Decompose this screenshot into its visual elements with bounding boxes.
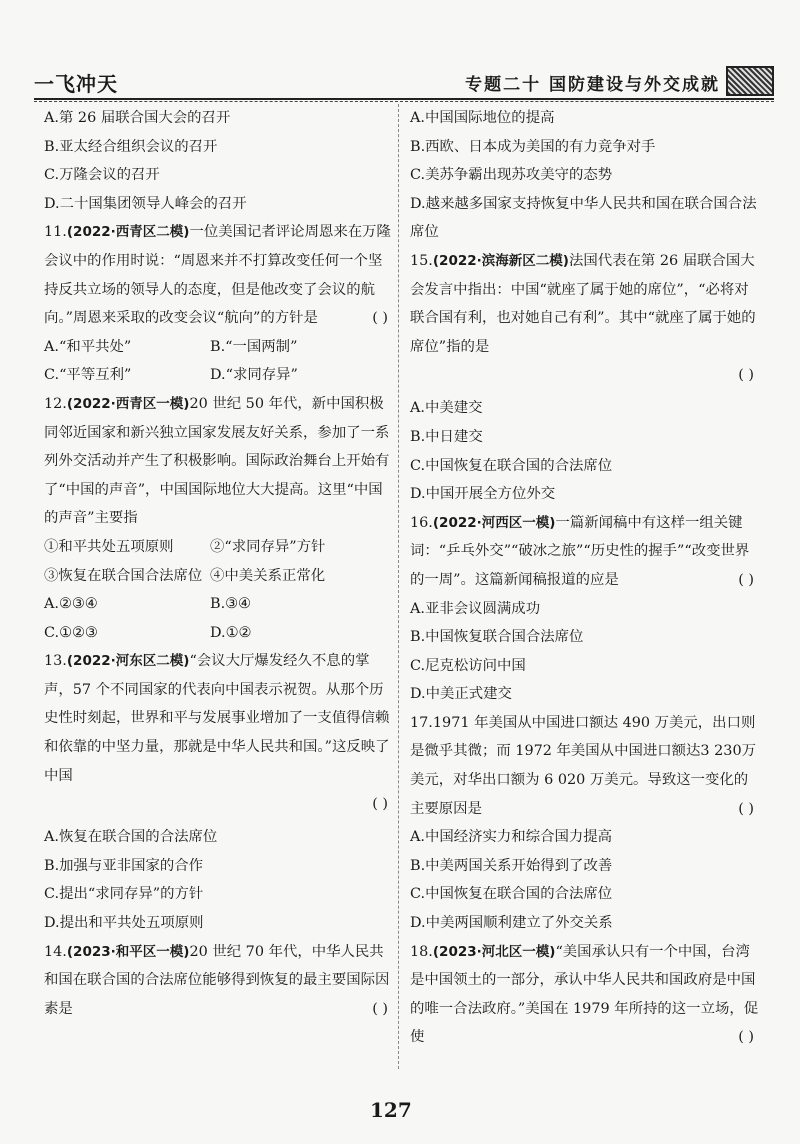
q13-bracket-line xyxy=(44,790,396,823)
q12-statements-row-2 xyxy=(44,562,396,591)
q10-option-c: C.万隆会议的召开 xyxy=(44,167,160,184)
q16-source: (2022·河西区一模) xyxy=(432,514,556,531)
q10-option-a: A.第 26 届联合国大会的召开 xyxy=(44,110,231,126)
q17-option-c: C.中国恢复在联合国的合法席位 xyxy=(410,886,613,903)
brand-title: 一飞冲天 xyxy=(34,72,118,96)
q14-number: 14. xyxy=(44,943,67,960)
q13-text: “会议大厅爆发经久不息的掌声，57 个不同国家的代表向中国表示祝贺。从那个历史性时刻起，世界和平与发展事业增加了一支值得信赖和依靠的中坚力量，那就是中华人民共和国。”这反映了中国 xyxy=(44,653,390,784)
q12-statement-3: ③恢复在联合国合法席位 xyxy=(44,567,203,584)
q12-statement-2: ②“求同存异”方针 xyxy=(210,538,326,555)
q11-answer-bracket: ( ) xyxy=(372,310,388,327)
q13-option-c: C.提出“求同存异”的方针 xyxy=(44,886,204,903)
q12-options-row-1 xyxy=(44,590,396,619)
right-column xyxy=(410,104,762,1052)
q12-source: (2022·西青区一模) xyxy=(66,395,190,412)
q13-number: 13. xyxy=(44,653,67,670)
q10-option-d: D.二十国集团领导人峰会的召开 xyxy=(44,195,247,212)
q15-bracket-line xyxy=(410,361,762,394)
q16-stem xyxy=(388,509,762,595)
page-header xyxy=(34,60,774,100)
q11-options-row-2 xyxy=(44,361,396,390)
q11-option-c: C.“平等互利” xyxy=(44,367,132,384)
q15-number: 15. xyxy=(410,252,433,269)
q14-stem xyxy=(22,938,396,1024)
q11-source: (2022·西青区二模) xyxy=(66,224,190,241)
q18-number: 18. xyxy=(410,943,433,960)
q16-text: 一篇新闻稿中有这样一组关键词：“乒乓外交”“破冰之旅”“历史性的握手”“改变世界的一周”。这篇新闻稿报道的应是 xyxy=(410,514,750,588)
q12-statements-row-1 xyxy=(44,533,396,562)
q12-number: 12. xyxy=(44,395,67,412)
q17-number: 17. xyxy=(410,714,433,731)
q15-text: 法国代表在第 26 届联合国大会发言中指出：中国“就座了属于她的席位”，“必将对联合国有利，也对她自己有利”。其中“就座了属于她的席位”指的是 xyxy=(410,252,756,355)
q13-option-b: B.加强与亚非国家的合作 xyxy=(44,857,204,874)
q16-option-a: A.亚非会议圆满成功 xyxy=(410,600,541,617)
q12-option-b: B.③④ xyxy=(210,596,251,613)
left-column xyxy=(44,104,396,1023)
q12-text: 20 世纪 50 年代，新中国积极同邻近国家和新兴独立国家发展友好关系，参加了一系列外交活动并产生了积极影响。国际政治舞台上开始有了“中国的声音”，中国国际地位大大提高。这里“中国的声音”主要指 xyxy=(44,395,390,527)
q11-options-row-1 xyxy=(44,333,396,362)
q11-text: 一位美国记者评论周恩来在万隆会议中的作用时说：“周恩来并不打算改变任何一个坚持反共立场的领导人的态度，但是他改变了会议的航向。”周恩来采取的改变会议“航向”的方针是 xyxy=(44,224,391,327)
topic-title: 专题二十 国防建设与外交成就 xyxy=(465,75,720,95)
q18-text: “美国承认只有一个中国，台湾是中国领土的一部分，承认中华人民共和国政府是中国的唯一合法政府。”美国在 1979 年所持的这一立场，促使 xyxy=(410,943,759,1046)
header-rule xyxy=(34,98,774,102)
q18-source: (2023·河北区一模) xyxy=(432,943,556,960)
q12-option-a: A.②③④ xyxy=(44,596,98,613)
header-badge-icon xyxy=(726,66,774,96)
q14-option-a: A.中国国际地位的提高 xyxy=(410,110,555,126)
q18-answer-bracket: ( ) xyxy=(738,1029,754,1046)
q15-source: (2022·滨海新区二模) xyxy=(432,252,569,269)
q16-number: 16. xyxy=(410,514,433,531)
q16-option-b: B.中国恢复联合国合法席位 xyxy=(410,629,584,646)
page-number: 127 xyxy=(370,1098,412,1122)
q16-option-d: D.中美正式建交 xyxy=(410,686,512,703)
q12-stem xyxy=(22,390,396,533)
q12-option-c: C.①②③ xyxy=(44,624,98,641)
q17-option-d: D.中美两国顺利建立了外交关系 xyxy=(410,915,613,932)
q12-statement-1: ①和平共处五项原则 xyxy=(44,538,174,555)
q13-option-a: A.恢复在联合国的合法席位 xyxy=(44,829,218,846)
q14-text: 20 世纪 70 年代，中华人民共和国在联合国的合法席位能够得到恢复的最主要国际因素是 xyxy=(44,943,390,1017)
q12-option-d: D.①② xyxy=(210,624,252,641)
q14-source: (2023·和平区一模) xyxy=(66,943,190,960)
q13-answer-bracket: ( ) xyxy=(372,796,388,813)
q18-stem xyxy=(388,938,762,1052)
q10-option-b: B.亚太经合组织会议的召开 xyxy=(44,138,218,155)
q11-stem xyxy=(22,218,396,332)
q17-option-b: B.中美两国关系开始得到了改善 xyxy=(410,857,613,874)
q11-option-d: D.“求同存异” xyxy=(210,367,298,384)
q13-option-d: D.提出和平共处五项原则 xyxy=(44,915,204,932)
q15-option-d: D.中国开展全方位外交 xyxy=(410,486,556,503)
q12-options-row-2 xyxy=(44,619,396,648)
q15-option-c: C.中国恢复在联合国的合法席位 xyxy=(410,457,613,474)
q12-statement-4: ④中美关系正常化 xyxy=(210,567,326,584)
q13-stem xyxy=(22,647,396,790)
q13-source: (2022·河东区二模) xyxy=(66,653,190,670)
q17-stem xyxy=(388,709,762,823)
q11-number: 11. xyxy=(44,224,67,241)
q16-answer-bracket: ( ) xyxy=(738,571,754,588)
q14-answer-bracket: ( ) xyxy=(372,1000,388,1017)
q15-stem xyxy=(388,247,762,361)
q15-answer-bracket: ( ) xyxy=(738,367,754,384)
q14-option-b: B.西欧、日本成为美国的有力竞争对手 xyxy=(410,138,656,155)
q17-text: 1971 年美国从中国进口额达 490 万美元，出口则是微乎其微；而 1972 年美国从中国进口额达3 230万美元，对华出口额为 6 020 万美元。导致这一变化的主要原因是 xyxy=(410,714,757,817)
q15-option-b: B.中日建交 xyxy=(410,428,483,445)
q16-option-c: C.尼克松访问中国 xyxy=(410,657,526,674)
q17-option-a: A.中国经济实力和综合国力提高 xyxy=(410,829,613,846)
q11-option-b: B.“一国两制” xyxy=(210,338,298,355)
q14-option-c: C.美苏争霸出现苏攻美守的态势 xyxy=(410,167,613,184)
q17-answer-bracket: ( ) xyxy=(738,800,754,817)
q11-option-a: A.“和平共处” xyxy=(44,338,132,355)
q14-option-d: D.越来越多国家支持恢复中华人民共和国在联合国合法席位 xyxy=(410,195,757,241)
q15-option-a: A.中美建交 xyxy=(410,400,483,417)
